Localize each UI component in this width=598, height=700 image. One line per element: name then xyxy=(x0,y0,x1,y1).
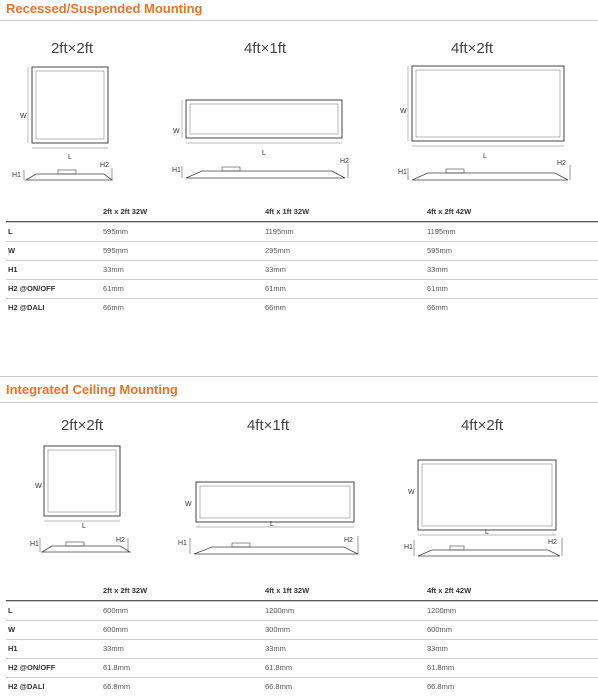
table-row xyxy=(6,279,598,298)
dim-w-label: W xyxy=(173,128,180,135)
table-cell: 66mm xyxy=(427,303,448,312)
header-cell: 4ft x 1ft 32W xyxy=(265,586,310,595)
header-cell: 2ft x 2ft 32W xyxy=(103,207,148,216)
table-cell: 61mm xyxy=(427,284,448,293)
dim-w-label: W xyxy=(35,483,42,490)
panel-2x2-side-view xyxy=(12,162,112,180)
dim-h2-label: H2 xyxy=(344,537,353,544)
dim-h1-label: H1 xyxy=(172,167,181,174)
table-cell: 66.8mm xyxy=(103,682,131,691)
row-label: W xyxy=(8,625,16,634)
variant-title-4x1: 4ft×1ft xyxy=(243,40,287,57)
dimension-diagrams xyxy=(0,0,598,200)
dim-l-label: L xyxy=(485,529,489,536)
table-row xyxy=(6,639,598,658)
table-cell: 1200mm xyxy=(265,606,295,615)
table-header xyxy=(6,203,598,222)
row-label: H2 @DALI xyxy=(8,303,45,312)
row-label: H1 xyxy=(8,644,18,653)
table-row xyxy=(6,601,598,620)
table-cell: 600mm xyxy=(427,625,453,634)
dim-w-label: W xyxy=(20,113,27,120)
header-cell: 4ft x 2ft 42W xyxy=(427,586,472,595)
table-cell: 66mm xyxy=(103,303,124,312)
dimension-diagrams xyxy=(0,376,598,576)
variant-title-4x2: 4ft×2ft xyxy=(450,40,494,57)
panel-4x1-side-view xyxy=(172,158,349,178)
table-row xyxy=(6,677,598,696)
table-cell: 61.8mm xyxy=(265,663,293,672)
table-cell: 1195mm xyxy=(427,227,456,236)
table-cell: 33mm xyxy=(103,644,124,653)
dim-l-label: L xyxy=(68,154,72,161)
dim-h2-label: H2 xyxy=(548,539,557,546)
dim-h2-label: H2 xyxy=(116,537,125,544)
table-cell: 295mm xyxy=(265,246,291,255)
table-cell: 61mm xyxy=(103,284,124,293)
row-label: W xyxy=(8,246,16,255)
table-cell: 33mm xyxy=(427,265,448,274)
table-cell: 595mm xyxy=(103,246,129,255)
header-cell: 4ft x 1ft 32W xyxy=(265,207,310,216)
dim-l-label: L xyxy=(82,523,86,530)
panel-4x2-top-view xyxy=(408,460,556,536)
dim-h2-label: H2 xyxy=(100,162,109,169)
dim-h1-label: H1 xyxy=(30,541,39,548)
table-cell: 66.8mm xyxy=(265,682,293,691)
dim-h1-label: H1 xyxy=(12,172,21,179)
spec-table xyxy=(6,582,598,696)
table-row xyxy=(6,620,598,639)
table-row xyxy=(6,241,598,260)
panel-2x2-top-view xyxy=(35,446,120,530)
panel-4x2-side-view xyxy=(398,160,570,180)
dim-l-label: L xyxy=(483,153,487,160)
dim-l-label: L xyxy=(262,150,266,157)
row-label: L xyxy=(8,606,13,615)
table-cell: 61mm xyxy=(265,284,286,293)
panel-4x1-side-view xyxy=(178,536,358,554)
dim-h2-label: H2 xyxy=(340,158,349,165)
panel-4x1-top-view xyxy=(173,100,342,157)
variant-title-4x2: 4ft×2ft xyxy=(460,417,504,434)
table-cell: 33mm xyxy=(103,265,124,274)
section-integrated xyxy=(0,376,598,700)
table-header xyxy=(6,582,598,601)
section-title: Integrated Ceiling Mounting xyxy=(6,382,178,397)
table-cell: 33mm xyxy=(265,265,286,274)
table-cell: 300mm xyxy=(265,625,291,634)
row-label: L xyxy=(8,227,13,236)
dim-w-label: W xyxy=(400,108,407,115)
table-cell: 33mm xyxy=(427,644,448,653)
panel-2x2-top-view xyxy=(20,67,108,161)
table-cell: 1200mm xyxy=(427,606,457,615)
table-cell: 66mm xyxy=(265,303,286,312)
variant-title-2x2: 2ft×2ft xyxy=(60,417,104,434)
table-row xyxy=(6,260,598,279)
panel-4x2-side-view xyxy=(404,538,562,556)
dim-l-label: L xyxy=(270,521,274,528)
dim-h1-label: H1 xyxy=(404,544,413,551)
table-cell: 600mm xyxy=(103,625,129,634)
spec-table xyxy=(6,203,598,317)
row-label: H1 xyxy=(8,265,18,274)
dim-w-label: W xyxy=(408,489,415,496)
header-cell: 4ft x 2ft 42W xyxy=(427,207,472,216)
table-row xyxy=(6,658,598,677)
table-cell: 595mm xyxy=(427,246,453,255)
table-cell: 61.8mm xyxy=(103,663,131,672)
variant-title-4x1: 4ft×1ft xyxy=(246,417,290,434)
table-cell: 33mm xyxy=(265,644,286,653)
panel-2x2-side-view xyxy=(30,537,130,552)
table-row xyxy=(6,222,598,241)
section-title: Recessed/Suspended Mounting xyxy=(6,1,203,16)
dim-h1-label: H1 xyxy=(178,540,187,547)
dim-w-label: W xyxy=(185,501,192,508)
table-cell: 66.8mm xyxy=(427,682,455,691)
row-label: H2 @ON/OFF xyxy=(8,284,56,293)
panel-4x2-top-view xyxy=(400,66,564,160)
table-cell: 61.8mm xyxy=(427,663,455,672)
dim-h2-label: H2 xyxy=(557,160,566,167)
variant-title-2x2: 2ft×2ft xyxy=(50,40,94,57)
table-cell: 1195mm xyxy=(265,227,294,236)
panel-4x1-top-view xyxy=(185,482,354,528)
table-cell: 595mm xyxy=(103,227,129,236)
row-label: H2 @DALI xyxy=(8,682,45,691)
table-cell: 600mm xyxy=(103,606,129,615)
row-label: H2 @ON/OFF xyxy=(8,663,56,672)
dim-h1-label: H1 xyxy=(398,169,407,176)
header-cell: 2ft x 2ft 32W xyxy=(103,586,148,595)
table-row xyxy=(6,298,598,317)
